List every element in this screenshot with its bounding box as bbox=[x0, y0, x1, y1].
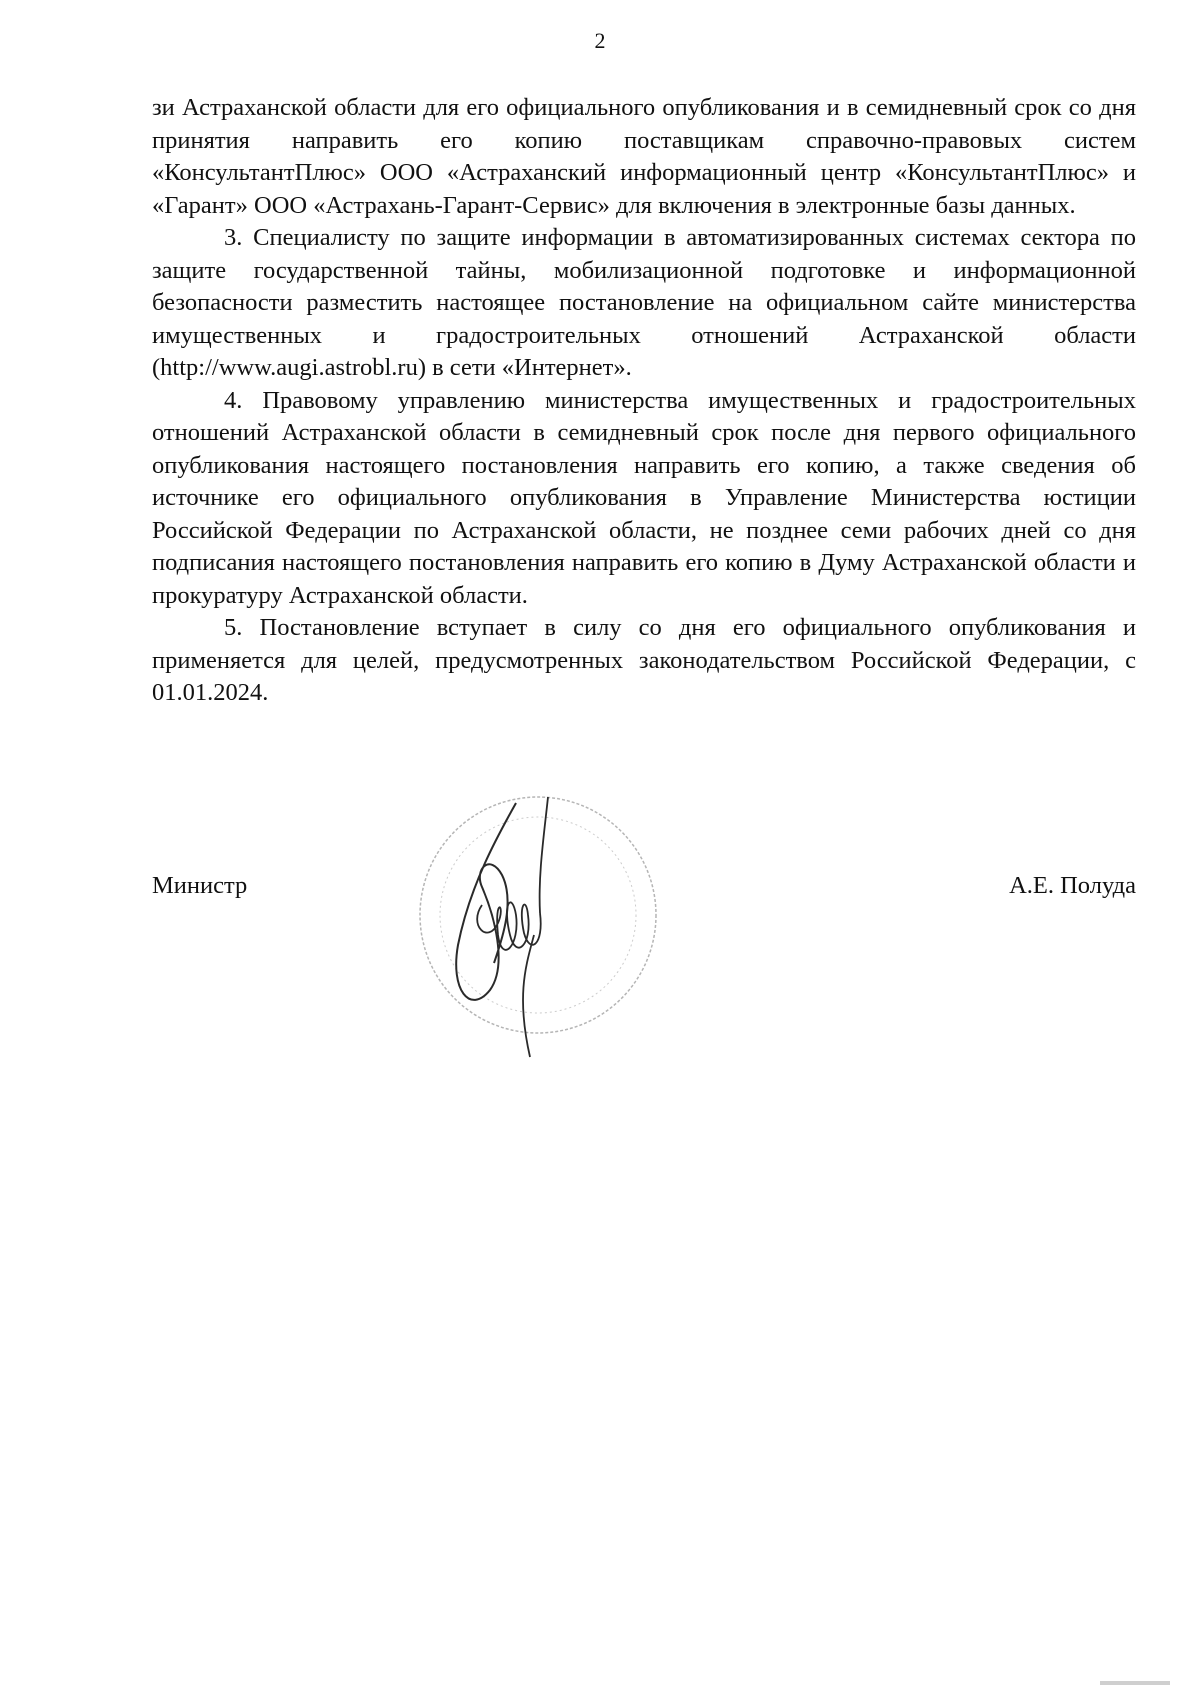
document-body bbox=[152, 92, 1136, 710]
page-number: 2 bbox=[594, 28, 606, 53]
signatory-name: А.Е. Полуда bbox=[1009, 872, 1136, 899]
signature-row bbox=[152, 872, 1136, 912]
signature-stroke-tail bbox=[523, 797, 548, 1057]
seal-outer-ring bbox=[420, 797, 656, 1033]
scan-artifact bbox=[1100, 1681, 1170, 1685]
signatory-title: Министр bbox=[152, 872, 248, 899]
paragraph-item-5: 5. Постановление вступает в силу со дня его официального опубликования и применяется для целей, предусмотренных законодательством Российской Федерации, с 01.01.2024. bbox=[152, 614, 1136, 706]
seal-inner-ring bbox=[440, 817, 636, 1013]
paragraph-item-4: 4. Правовому управлению министерства имущественных и градостроительных отношений Астраханской области в семидневный срок после дня первого официального опубликования настоящего постановления направить его копию, а также сведения об источнике его официального опубликования в Управление Министерства юстиции Российской Федерации по Астраханской области, не позднее семи рабочих дней со дня подписания настоящего постановления направить его копию в Думу Астраханской области и прокуратуру Астраханской области. bbox=[152, 386, 1136, 609]
paragraph-item-3: 3. Специалисту по защите информации в автоматизированных системах сектора по защите государственной тайны, мобилизационной подготовке и информационной безопасности разместить настоящее постановление на официальном сайте министерства имущественных и градостроительных отношений Астраханской области (http://www.augi.astrobl.ru) в сети «Интернет». bbox=[152, 224, 1136, 381]
official-seal-with-signature bbox=[398, 795, 688, 1065]
paragraph-continuation: зи Астраханской области для его официального опубликования и в семидневный срок со дня принятия направить его копию поставщикам справочно-правовых систем «КонсультантПлюс» ООО «Астраханский информационный центр «КонсультантПлюс» и «Гарант» ООО «Астрахань-Гарант-Сервис» для включения в электронные базы данных. bbox=[152, 94, 1136, 219]
